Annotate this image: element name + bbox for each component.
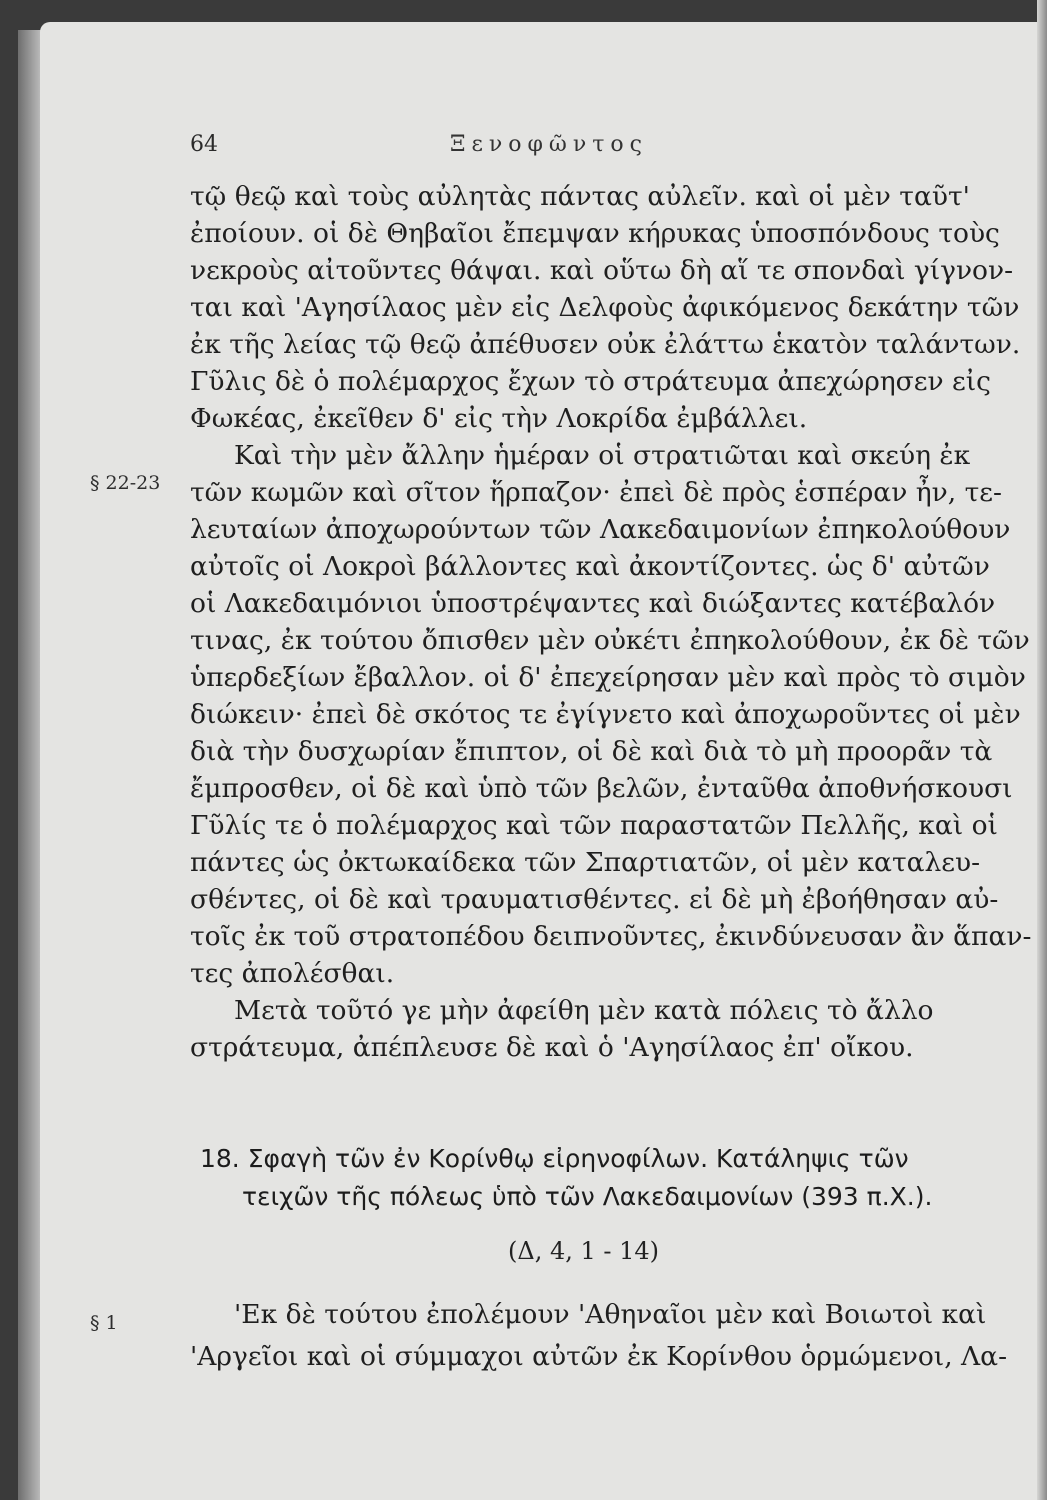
text-line: Γῦλίς τε ὁ πολέμαρχος καὶ τῶν παραστατῶν Πελλῆς, καὶ οἱ [190, 810, 998, 841]
main-text [190, 178, 1032, 1066]
text-line: λευταίων ἀποχωρούντων τῶν Λακεδαιμονίων ἐπηκολούθουν [190, 514, 1011, 545]
source-reference: (Δ, 4, 1 - 14) [508, 1237, 660, 1265]
paragraph-4 [190, 1294, 1010, 1378]
paragraph-3 [190, 992, 990, 1066]
text-line: ται καὶ 'Αγησίλαος μὲν εἰς Δελφοὺς ἀφικόμενος δεκάτην τῶν [190, 292, 1020, 323]
text-line: ἐκ τῆς λείας τῷ θεῷ ἀπέθυσεν οὐκ ἐλάττω ἑκατὸν ταλάντων. [190, 329, 1021, 360]
text-line: σθέντες, οἱ δὲ καὶ τραυματισθέντες. εἰ δὲ μὴ ἐβοήθησαν αὐ- [190, 884, 999, 915]
heading-line: 18. Σφαγὴ τῶν ἐν Κορίνθῳ εἰρηνοφίλων. Κατάληψις τῶν [200, 1144, 909, 1173]
text-line: οἱ Λακεδαιμόνιοι ὑποστρέψαντες καὶ διώξαντες κατέβαλόν [190, 588, 996, 619]
section-mark-22-23: § 22-23 [90, 472, 161, 494]
text-line: ὑπερδεξίων ἔβαλλον. οἱ δ' ἐπεχείρησαν μὲν καὶ πρὸς τὸ σιμὸν [190, 662, 1026, 693]
text-line: Καὶ τὴν μὲν ἄλλην ἡμέραν οἱ στρατιῶται καὶ σκεύη ἐκ [234, 440, 971, 471]
text-line: Μετὰ τοῦτό γε μὴν ἀφείθη μὲν κατὰ πόλεις τὸ ἄλλο [234, 995, 934, 1026]
text-line: τινας, ἐκ τούτου ὄπισθεν μὲν οὐκέτι ἐπηκολούθουν, ἐκ δὲ τῶν [190, 625, 1030, 656]
text-line: διώκειν· ἐπεὶ δὲ σκότος τε ἐγίγνετο καὶ ἀποχωροῦντες οἱ μὲν [190, 699, 1021, 730]
text-line: ἔμπροσθεν, οἱ δὲ καὶ ὑπὸ τῶν βελῶν, ἐνταῦθα ἀποθνήσκουσι [190, 773, 1013, 804]
page-number: 64 [190, 132, 218, 157]
text-line: 'Εκ δὲ τούτου ἐπολέμουν 'Αθηναῖοι μὲν καὶ Βοιωτοὶ καὶ [234, 1299, 987, 1330]
scan-right-edge [1037, 0, 1047, 1500]
text-line: τοῖς ἐκ τοῦ στρατοπέδου δειπνοῦντες, ἐκινδύνευσαν ἂν ἅπαν- [190, 921, 1032, 952]
text-line: τῷ θεῷ καὶ τοὺς αὐλητὰς πάντας αὐλεῖν. καὶ οἱ μὲν ταῦτ' [190, 181, 970, 212]
text-line: πάντες ὡς ὀκτωκαίδεκα τῶν Σπαρτιατῶν, οἱ μὲν καταλευ- [190, 847, 981, 878]
heading-line: τειχῶν τῆς πόλεως ὑπὸ τῶν Λακεδαιμονίων (393 π.Χ.). [242, 1182, 933, 1211]
running-head: Ξενοφῶντος [450, 132, 648, 157]
paragraph-2 [190, 437, 1032, 992]
page-header [150, 132, 997, 166]
text-line: στράτευμα, ἀπέπλευσε δὲ καὶ ὁ 'Αγησίλαος ἐπ' οἴκου. [190, 1032, 914, 1063]
text-line: νεκροὺς αἰτοῦντες θάψαι. καὶ οὕτω δὴ αἵ τε σπονδαὶ γίγνον- [190, 255, 1014, 286]
text-line: ἐποίουν. οἱ δὲ Θηβαῖοι ἔπεμψαν κήρυκας ὑποσπόνδους τοὺς [190, 218, 1000, 249]
section-mark-1: § 1 [90, 1312, 118, 1334]
text-line: αὐτοῖς οἱ Λοκροὶ βάλλοντες καὶ ἀκοντίζοντες. ὡς δ' αὐτῶν [190, 551, 990, 582]
text-line: 'Αργεῖοι καὶ οἱ σύμμαχοι αὐτῶν ἐκ Κορίνθου ὁρμώμενοι, Λα- [190, 1341, 1008, 1372]
text-line: Φωκέας, ἐκεῖθεν δ' εἰς τὴν Λοκρίδα ἐμβάλλει. [190, 403, 808, 434]
text-line: τες ἀπολέσθαι. [190, 958, 395, 989]
section-heading [200, 1140, 1000, 1216]
paragraph-1 [190, 178, 1021, 437]
text-line: τῶν κωμῶν καὶ σῖτον ἥρπαζον· ἐπεὶ δὲ πρὸς ἑσπέραν ἦν, τε- [190, 477, 1002, 508]
text-line: διὰ τὴν δυσχωρίαν ἔπιπτον, οἱ δὲ καὶ διὰ τὸ μὴ προορᾶν τὰ [190, 736, 993, 767]
text-line: Γῦλις δὲ ὁ πολέμαρχος ἔχων τὸ στράτευμα ἀπεχώρησεν εἰς [190, 366, 991, 397]
